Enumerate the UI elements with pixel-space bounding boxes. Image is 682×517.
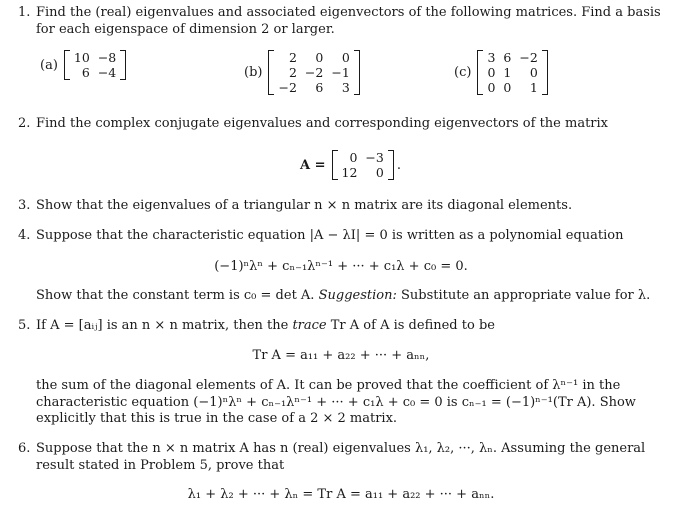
problem-6-equation: λ₁ + λ₂ + ··· + λₙ = Tr A = a₁₁ + a₂₂ + ··· + aₙₙ. [187, 487, 495, 502]
matrix-cell: −2 [278, 80, 297, 95]
matrix-cell: 0 [529, 65, 538, 80]
matrix-a [40, 50, 126, 80]
matrix-c-brackets [477, 50, 547, 95]
matrix-cell: 1 [529, 80, 538, 95]
problem-5-text-b: Tr A of A is defined to be [330, 318, 495, 333]
matrix-cell: 6 [315, 80, 324, 95]
matrix-cell: −8 [97, 50, 117, 65]
problem-5-number: 5. [18, 318, 31, 333]
matrix-cell: 0 [315, 50, 324, 65]
matrix-b-label: (b) [244, 65, 263, 80]
matrix-2-brackets [332, 150, 394, 180]
matrix-2-table [338, 150, 388, 180]
matrix-b [244, 50, 360, 95]
matrix-b-brackets [268, 50, 359, 95]
matrix-cell: 0 [487, 80, 496, 95]
problem-6-number: 6. [18, 441, 31, 456]
problem-2-number: 2. [18, 116, 31, 131]
matrix-2-period: . [396, 157, 401, 173]
problem-5-trace-word: trace [292, 318, 327, 333]
matrix-cell: −4 [97, 65, 117, 80]
problem-1-number: 1. [18, 5, 31, 20]
problem-5-line1 [36, 318, 671, 335]
matrix-c-table [483, 50, 541, 95]
matrix-cell: 0 [349, 150, 358, 165]
problem-6-text: Suppose that the n × n matrix A has n (real) eigenvalues λ₁, λ₂, ···, λₙ. Assuming the general result stated in Problem 5, prove that [36, 441, 646, 473]
problem-4-number: 4. [18, 228, 31, 243]
matrix-cell: 2 [288, 65, 297, 80]
matrix-cell: −2 [304, 65, 324, 80]
matrix-cell: 0 [341, 50, 350, 65]
matrix-cell: 0 [487, 65, 496, 80]
problem-4-text2-b: Substitute an appropriate value for λ. [400, 288, 651, 303]
problem-4-equation: (−1)ⁿλⁿ + cₙ₋₁λⁿ⁻¹ + ··· + c₁λ + c₀ = 0. [214, 259, 468, 274]
matrix-cell: 1 [503, 65, 512, 80]
matrix-cell: 3 [341, 80, 350, 95]
problem-5-equation: Tr A = a₁₁ + a₂₂ + ··· + aₙₙ, [252, 348, 430, 363]
matrix-cell: −2 [519, 50, 538, 65]
matrix-cell: −3 [365, 150, 384, 165]
matrix-c [454, 50, 548, 95]
matrix-b-table [274, 50, 353, 95]
problem-5-text2: the sum of the diagonal elements of A. It can be proved that the coefficient of λⁿ⁻¹ in the characteristic equation (−1)ⁿλⁿ + cₙ₋₁λⁿ⁻¹ + ··· + c₁λ + c₀ = 0 is cₙ₋₁ = (−1)ⁿ⁻¹(Tr A). Show explicitly that this is true in the case of a 2 × 2 matrix. [36, 378, 636, 426]
matrix-cell: 2 [288, 50, 297, 65]
matrix-cell: −1 [331, 65, 350, 80]
problem-3-number: 3. [18, 198, 31, 213]
matrix-cell: 6 [81, 65, 90, 80]
problem-4-text: Suppose that the characteristic equation |A − λI| = 0 is written as a polynomial equation [36, 228, 624, 243]
matrix-cell: 3 [487, 50, 496, 65]
matrix-2 [300, 150, 401, 180]
matrix-c-label: (c) [454, 65, 472, 80]
matrix-cell: 0 [503, 80, 512, 95]
matrix-a-label: (a) [40, 57, 58, 73]
problem-4-line2 [36, 288, 671, 305]
problem-5-text-a: If A = [aᵢⱼ] is an n × n matrix, then the [36, 318, 289, 333]
matrix-cell: 0 [375, 165, 384, 180]
matrix-cell: 12 [341, 165, 358, 180]
matrix-cell: 6 [503, 50, 512, 65]
matrix-a-brackets [64, 50, 126, 80]
matrix-cell: 10 [73, 50, 90, 65]
matrix-a-table [70, 50, 120, 80]
problem-3-text: Show that the eigenvalues of a triangular n × n matrix are its diagonal elements. [36, 198, 573, 213]
problem-1-text: Find the (real) eigenvalues and associated eigenvectors of the following matrices. Find a basis for each eigenspace of dimension 2 or larger. [36, 5, 661, 37]
problem-2-text: Find the complex conjugate eigenvalues and corresponding eigenvectors of the matrix [36, 116, 608, 131]
matrix-2-lhs: A = [300, 157, 326, 173]
problem-4-suggestion-label: Suggestion: [318, 288, 397, 303]
problem-4-text2-a: Show that the constant term is c₀ = det A. [36, 288, 315, 303]
